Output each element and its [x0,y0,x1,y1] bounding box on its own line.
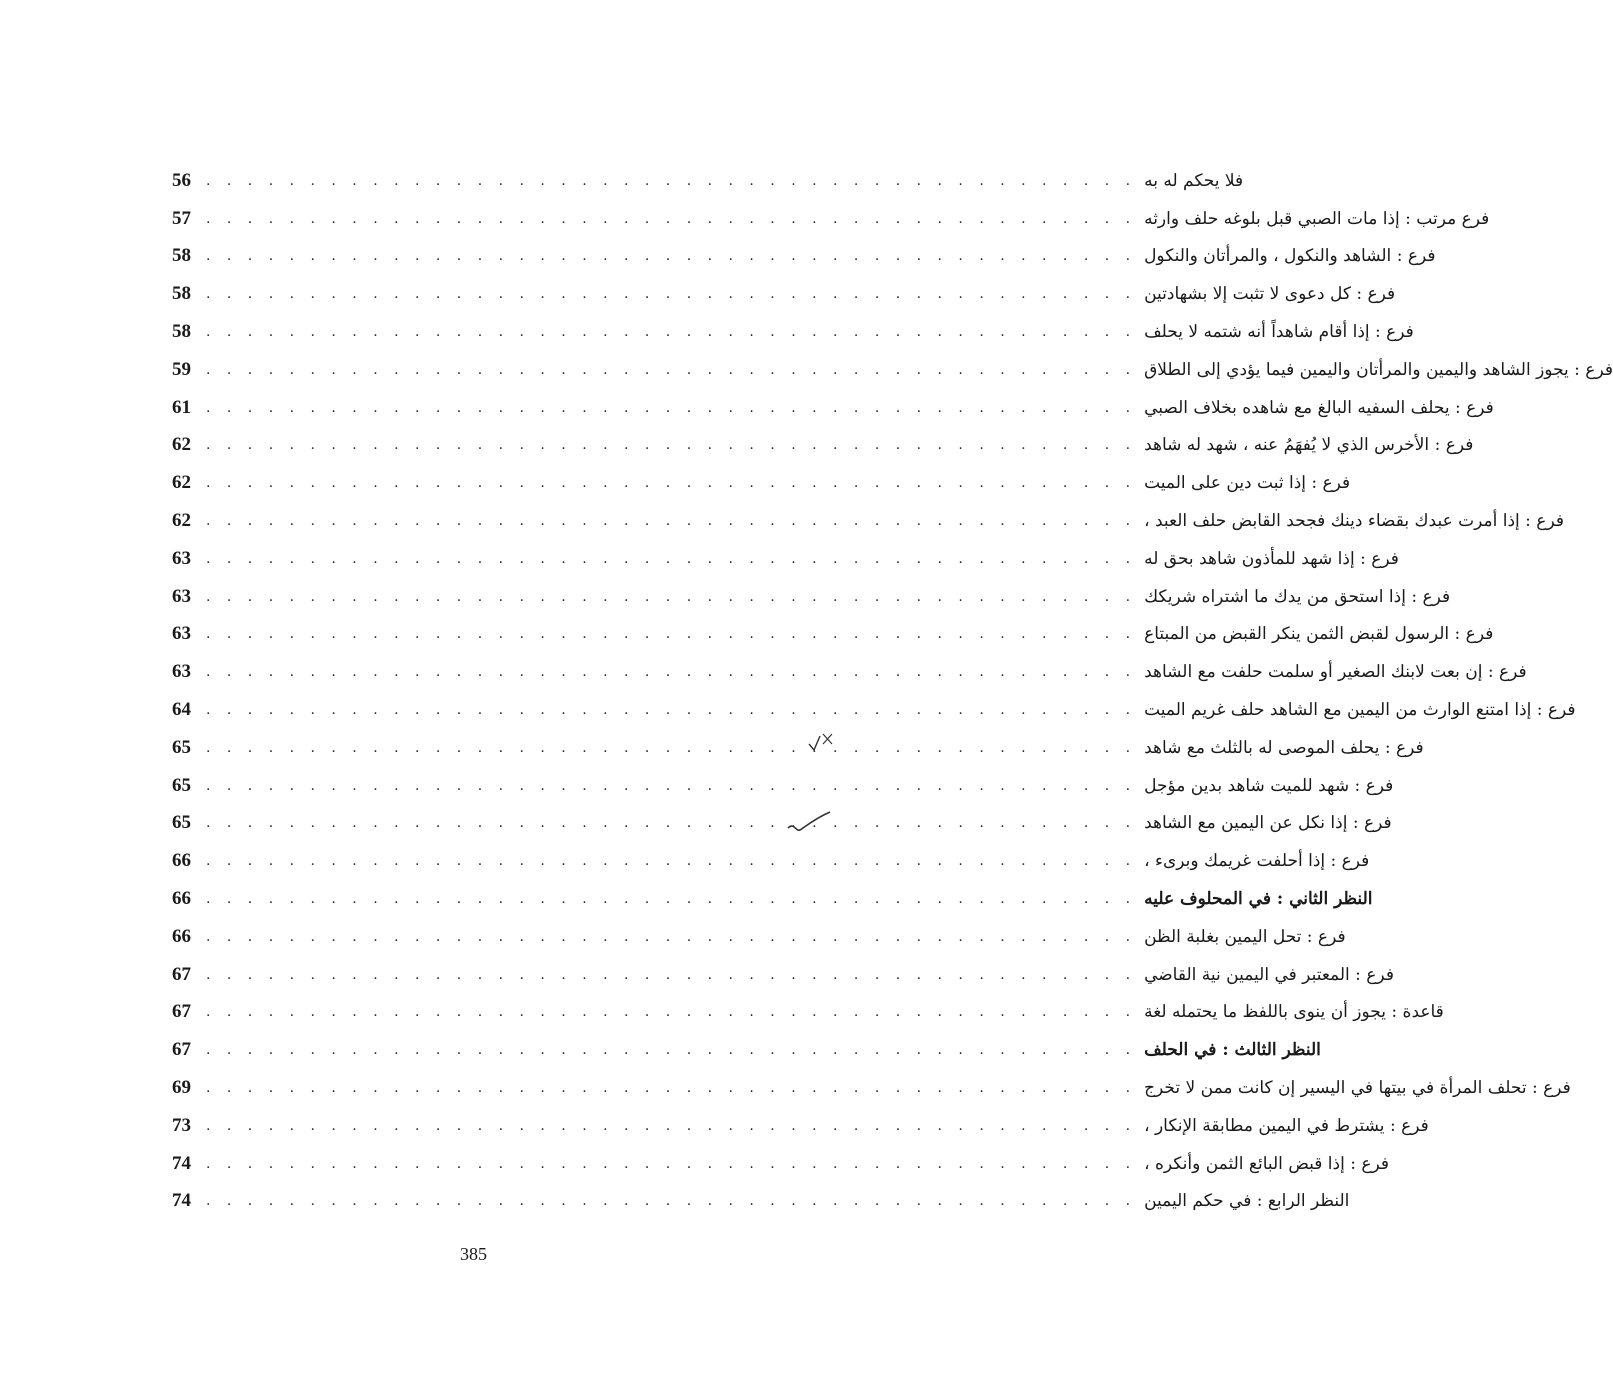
toc-page-number: 63 [172,547,191,569]
toc-page-number: 74 [172,1190,191,1212]
toc-entry-title: فرع : الشاهد والنكول ، والمرأتان والنكول [1144,246,1436,267]
toc-entry-title: فرع : المعتبر في اليمين نية القاضي [1144,964,1394,985]
page-number: 385 [460,1244,487,1264]
toc-entry [172,464,1351,502]
toc-page-number: 63 [172,661,191,683]
toc-entry-title: فرع : شهد للميت شاهد بدين مؤجل [1144,775,1394,796]
leader-dots: . . . . . . . . . . . . . . . . . . . . . . . . . . . . . . . . . . . . . . . . . . . . . [206,399,1137,416]
toc-entry [172,238,1436,276]
leader-dots: . . . . . . . . . . . . . . . . . . . . . . . . . . . . . . . . . . . . . . . . . . . . . [206,1155,1137,1172]
leader-dots: . . . . . . . . . . . . . . . . . . . . . . . . . . . . . . . . . . . . . . . . . . . . . [206,324,1137,341]
leader-dots: . . . . . . . . . . . . . . . . . . . . . . . . . . . . . . . . . . . . . . . . . . . . . [206,1004,1137,1021]
leader-dots: . . . . . . . . . . . . . . . . . . . . . . . . . . . . . . . . . . . . . . . . . . . . . [206,286,1137,303]
leader-dots: . . . . . . . . . . . . . . . . . . . . . . . . . . . . . . . . . . . . . . . . . . . . . [206,210,1137,227]
toc-entry-title: فرع : يشترط في اليمين مطابقة الإنكار ، [1144,1115,1429,1136]
toc-entry-title: النظر الرابع : في حكم اليمين [1144,1191,1350,1212]
leader-dots: . . . . . . . . . . . . . . . . . . . . . . . . . . . . . . . . . . . . . . . . . . . . . [206,626,1137,643]
toc-entry [172,162,1244,200]
toc-entry [172,200,1490,238]
toc-entry-title: فرع مرتب : إذا مات الصبي قبل بلوغه حلف وارثه [1144,208,1490,229]
toc-entry-title: فرع : إذا أمرت عبدك بقضاء دينك فجحد القابض حلف العبد ، [1144,511,1564,532]
toc-page-number: 66 [172,888,191,910]
toc-page-number: 66 [172,850,191,872]
toc-entry [172,616,1494,654]
toc-page-number: 62 [172,472,191,494]
leader-dots: . . . . . . . . . . . . . . . . . . . . . . . . . . . . . . . . . . . . . . . . . . . . . [206,853,1137,870]
toc-entry [172,956,1394,994]
toc-page-number: 69 [172,1077,191,1099]
toc-entry-title: فرع : كل دعوى لا تثبت إلا بشهادتين [1144,284,1396,305]
toc-page-number: 58 [172,283,191,305]
toc-entry [172,805,1392,843]
toc-section-heading [172,1031,1321,1069]
toc-page-number: 62 [172,434,191,456]
toc-page-number: 61 [172,396,191,418]
toc-entry-title: النظر الثالث : في الحلف [1144,1040,1321,1061]
x-check-handwritten-mark-icon [806,730,836,754]
toc-page-number: 58 [172,245,191,267]
toc-page-number: 67 [172,1001,191,1023]
leader-dots: . . . . . . . . . . . . . . . . . . . . . . . . . . . . . . . . . . . . . . . . . . . . . [206,172,1137,189]
toc-page-number: 57 [172,207,191,229]
leader-dots: . . . . . . . . . . . . . . . . . . . . . . . . . . . . . . . . . . . . . . . . . . . . . [206,891,1137,908]
leader-dots: . . . . . . . . . . . . . . . . . . . . . . . . . . . . . . . . . . . . . . . . . . . . . [206,475,1137,492]
toc-entry-title: فرع : إذا ثبت دين على الميت [1144,473,1351,494]
toc-page-number: 63 [172,623,191,645]
leader-dots: . . . . . . . . . . . . . . . . . . . . . . . . . . . . . . . . . . . . . . . . . . . . . [206,550,1137,567]
leader-dots: . . . . . . . . . . . . . . . . . . . . . . . . . . . . . . . . . . . . . . . . . . . . . [206,1193,1137,1210]
toc-page-number: 67 [172,963,191,985]
leader-dots: . . . . . . . . . . . . . . . . . . . . . . . . . . . . . . . . . . . . . . . . . . . . . [206,513,1137,530]
toc-entry [172,351,1613,389]
toc-entry [172,842,1370,880]
leader-dots: . . . . . . . . . . . . . . . . . . . . . . . . . . . . . . . . . . . . . . . . . . . . . [206,702,1137,719]
toc-entry [172,1183,1350,1221]
toc-entry [172,313,1414,351]
toc-entry [172,691,1576,729]
toc-page-number: 67 [172,1039,191,1061]
toc-entry [172,994,1444,1032]
toc-page-number: 66 [172,925,191,947]
toc-page-number: 59 [172,358,191,380]
leader-dots: . . . . . . . . . . . . . . . . . . . . . . . . . . . . . . . . . . . . . . . . . . . . . [206,1117,1137,1134]
toc-entry [172,502,1564,540]
toc-entry [172,578,1451,616]
toc-page-number: 64 [172,699,191,721]
toc-entry-title: فرع : يحلف السفيه البالغ مع شاهده بخلاف الصبي [1144,397,1494,418]
toc-page-number: 63 [172,585,191,607]
toc-entry-title: فرع : تحل اليمين بغلبة الظن [1144,926,1346,947]
toc-entry-title: فرع : يحلف الموصى له بالثلث مع شاهد [1144,737,1424,758]
toc-entry [172,389,1494,427]
leader-dots: . . . . . . . . . . . . . . . . . . . . . . . . . . . . . . . . . . . . . . . . . . . . . [206,739,1137,756]
leader-dots: . . . . . . . . . . . . . . . . . . . . . . . . . . . . . . . . . . . . . . . . . . . . . [206,361,1137,378]
leader-dots: . . . . . . . . . . . . . . . . . . . . . . . . . . . . . . . . . . . . . . . . . . . . . [206,248,1137,265]
toc-entry-title: فرع : إذا استحق من يدك ما اشتراه شريكك [1144,586,1451,607]
table-of-contents [172,162,1613,1220]
toc-page-number: 65 [172,774,191,796]
toc-entry-title: فرع : إن بعت لابنك الصغير أو سلمت حلفت مع الشاهد [1144,662,1527,683]
toc-entry-title: فرع : تحلف المرأة في بيتها في اليسير إن كانت ممن لا تخرج [1144,1078,1571,1099]
toc-entry-title: فرع : الرسول لقبض الثمن ينكر القبض من المبتاع [1144,624,1494,645]
toc-entry [172,729,1424,767]
toc-entry [172,1107,1429,1145]
leader-dots: . . . . . . . . . . . . . . . . . . . . . . . . . . . . . . . . . . . . . . . . . . . . . [206,664,1137,681]
toc-entry-title: فرع : إذا أحلفت غريمك وبرىء ، [1144,851,1370,872]
toc-entry-title: فرع : يجوز الشاهد واليمين والمرأتان واليمين فيما يؤدي إلى الطلاق [1144,359,1613,380]
toc-entry [172,275,1396,313]
toc-entry-title: فرع : إذا نكل عن اليمين مع الشاهد [1144,813,1392,834]
toc-page-number: 73 [172,1114,191,1136]
check-handwritten-mark-icon [786,808,832,836]
toc-page-number: 65 [172,812,191,834]
toc-page-number: 56 [172,169,191,191]
toc-page-number: 58 [172,321,191,343]
toc-entry-title: فرع : إذا قبض البائع الثمن وأنكره ، [1144,1153,1390,1174]
leader-dots: . . . . . . . . . . . . . . . . . . . . . . . . . . . . . . . . . . . . . . . . . . . . . [206,437,1137,454]
leader-dots: . . . . . . . . . . . . . . . . . . . . . . . . . . . . . . . . . . . . . . . . . . . . . [206,777,1137,794]
toc-entry [172,653,1527,691]
toc-entry-title: قاعدة : يجوز أن ينوى باللفظ ما يحتمله لغة [1144,1002,1444,1023]
toc-entry-title: فرع : إذا امتنع الوارث من اليمين مع الشاهد حلف غريم الميت [1144,700,1576,721]
toc-entry-title: فرع : الأخرس الذي لا يُفهَمُ عنه ، شهد له شاهد [1144,435,1474,456]
leader-dots: . . . . . . . . . . . . . . . . . . . . . . . . . . . . . . . . . . . . . . . . . . . . . [206,966,1137,983]
toc-entry-title: فرع : إذا أقام شاهداً أنه شتمه لا يحلف [1144,322,1414,343]
toc-section-heading [172,880,1373,918]
leader-dots: . . . . . . . . . . . . . . . . . . . . . . . . . . . . . . . . . . . . . . . . . . . . . [206,815,1137,832]
toc-entry-title: النظر الثاني : في المحلوف عليه [1144,889,1373,910]
toc-page-number: 74 [172,1152,191,1174]
toc-entry [172,918,1346,956]
toc-entry [172,427,1474,465]
toc-entry [172,540,1399,578]
toc-entry [172,767,1394,805]
toc-entry-title: فلا يحكم له به [1144,170,1244,191]
toc-entry [172,1069,1571,1107]
leader-dots: . . . . . . . . . . . . . . . . . . . . . . . . . . . . . . . . . . . . . . . . . . . . . [206,928,1137,945]
toc-page-number: 62 [172,510,191,532]
toc-entry-title: فرع : إذا شهد للمأذون شاهد بحق له [1144,548,1399,569]
leader-dots: . . . . . . . . . . . . . . . . . . . . . . . . . . . . . . . . . . . . . . . . . . . . . [206,588,1137,605]
toc-entry [172,1145,1390,1183]
toc-page-number: 65 [172,736,191,758]
leader-dots: . . . . . . . . . . . . . . . . . . . . . . . . . . . . . . . . . . . . . . . . . . . . . [206,1042,1137,1059]
leader-dots: . . . . . . . . . . . . . . . . . . . . . . . . . . . . . . . . . . . . . . . . . . . . . [206,1080,1137,1097]
